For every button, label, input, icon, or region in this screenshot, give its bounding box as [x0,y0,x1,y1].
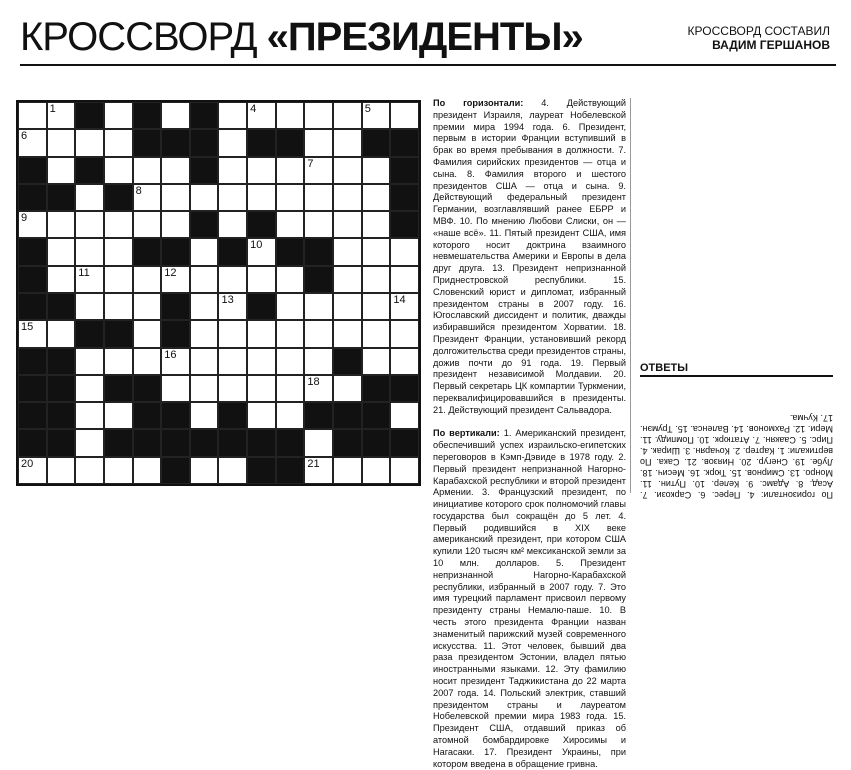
answer-cell[interactable] [276,157,305,184]
answer-cell[interactable] [218,348,247,375]
answer-cell[interactable] [390,293,419,320]
across-heading: По горизонтали: [433,98,524,108]
black-cell [247,457,276,484]
answer-cell[interactable] [276,211,305,238]
answer-cell[interactable] [18,129,47,156]
black-cell [133,375,162,402]
answer-cell[interactable] [276,102,305,129]
answer-cell[interactable] [47,129,76,156]
answer-cell[interactable] [75,457,104,484]
answer-cell[interactable] [47,238,76,265]
clue-number: 6 [21,130,28,143]
answer-cell[interactable] [362,184,391,211]
black-cell [104,184,133,211]
answer-cell[interactable] [362,348,391,375]
answer-cell[interactable] [75,429,104,456]
black-cell [390,184,419,211]
answer-cell[interactable] [333,266,362,293]
crossword-title [20,14,583,60]
answer-cell[interactable] [190,402,219,429]
answer-cell[interactable] [304,320,333,347]
answer-cell[interactable] [133,293,162,320]
answer-cell[interactable] [247,320,276,347]
black-cell [390,157,419,184]
black-cell [18,157,47,184]
answer-cell[interactable] [133,320,162,347]
answer-cell[interactable] [362,238,391,265]
black-cell [133,129,162,156]
answer-cell[interactable] [75,184,104,211]
answer-cell[interactable] [304,429,333,456]
black-cell [161,238,190,265]
answer-cell[interactable] [190,457,219,484]
clue-number: 15 [21,321,34,334]
answer-cell[interactable] [18,457,47,484]
answer-cell[interactable] [104,293,133,320]
black-cell [276,129,305,156]
answer-cell[interactable] [276,402,305,429]
answer-cell[interactable] [47,266,76,293]
black-cell [104,320,133,347]
author-block [688,24,830,52]
answer-cell[interactable] [18,211,47,238]
answer-cell[interactable] [362,102,391,129]
answer-cell[interactable] [247,375,276,402]
black-cell [133,429,162,456]
answer-cell[interactable] [218,157,247,184]
answer-cell[interactable] [75,266,104,293]
answer-cell[interactable] [247,348,276,375]
black-cell [47,293,76,320]
answer-cell[interactable] [190,266,219,293]
answer-cell[interactable] [304,102,333,129]
answer-cell[interactable] [247,402,276,429]
answer-cell[interactable] [362,266,391,293]
clue-number: 12 [164,266,177,279]
answer-cell[interactable] [390,320,419,347]
across-clues: 4. Действующий президент Израиля, лауреат Нобелевской премии мира 1994 года. 6. Президент, первым в истории Франции вступивший в брак во время пребывания в должности. 7. Фамилия сирийских президентов — отца и сына. 8. Фамилия второго и шестого президентов США — отца и сына. 9. Действующий федеральный президент Германии, возглавлявший ранее ЕБРР и МВФ. 10. По мнению Любови Слиски, он — «наше всё». 11. Пятый президент США, имя которого носит доктрина взаимного невмешательства Америки и Европы в дела друг друга. 13. Президент непризнанной Приднестровской республики. 15. Словенский юрист и дипломат, избранный президентом страны в 2007 году. 16. Югославский диссидент и политик, дважды избиравшийся президентом Хорватии. 18. Президент Франции, установивший рекорд долгожительства среди президентов страны, дожив почти до 91 года. 19. Первый президент независимой Молдавии. 20. Первый секретарь ЦК компартии Туркмении, переквалифицировавшийся в президенты. 21. Действующий президент Сальвадора. [433,98,627,415]
answer-cell[interactable] [133,266,162,293]
black-cell [333,348,362,375]
answer-cell[interactable] [133,457,162,484]
answer-cell[interactable] [161,211,190,238]
answer-cell[interactable] [276,320,305,347]
black-cell [18,266,47,293]
black-cell [390,129,419,156]
answer-cell[interactable] [304,211,333,238]
answer-cell[interactable] [218,129,247,156]
answer-cell[interactable] [304,157,333,184]
black-cell [247,211,276,238]
answer-cell[interactable] [304,293,333,320]
black-cell [362,375,391,402]
author-name: ВАДИМ ГЕРШАНОВ [712,38,830,52]
answer-cell[interactable] [362,293,391,320]
answer-cell[interactable] [133,211,162,238]
black-cell [18,348,47,375]
answer-cell[interactable] [304,375,333,402]
answer-cell[interactable] [75,211,104,238]
answer-cell[interactable] [190,375,219,402]
clue-number: 14 [393,294,406,306]
clue-number: 10 [250,239,263,252]
answer-cell[interactable] [75,293,104,320]
clue-number: 16 [164,348,177,361]
answer-cell[interactable] [47,102,76,129]
answer-cell[interactable] [133,157,162,184]
black-cell [18,402,47,429]
clue-number: 4 [250,103,257,115]
answer-cell[interactable] [276,375,305,402]
black-cell [218,429,247,456]
black-cell [161,402,190,429]
black-cell [190,129,219,156]
answer-cell[interactable] [47,211,76,238]
clue-number: 7 [307,157,314,170]
black-cell [47,348,76,375]
answer-cell[interactable] [161,157,190,184]
black-cell [362,429,391,456]
black-cell [18,375,47,402]
crossword-grid [16,100,421,486]
black-cell [18,184,47,211]
title-bold: «ПРЕЗИДЕНТЫ» [266,15,583,59]
black-cell [18,238,47,265]
answer-cell[interactable] [218,293,247,320]
answer-cell[interactable] [161,102,190,129]
answer-cell[interactable] [247,102,276,129]
answer-cell[interactable] [333,375,362,402]
answer-cell[interactable] [390,348,419,375]
black-cell [190,211,219,238]
answer-cell[interactable] [104,238,133,265]
answer-cell[interactable] [362,457,391,484]
clues-column-1 [433,98,626,770]
black-cell [247,429,276,456]
black-cell [390,375,419,402]
answer-cell[interactable] [218,184,247,211]
clue-number: 5 [364,103,371,115]
black-cell [390,211,419,238]
answers-title: ОТВЕТЫ [640,362,833,377]
down-heading: По вертикали: [433,428,500,439]
answer-cell[interactable] [47,457,76,484]
black-cell [18,293,47,320]
black-cell [47,429,76,456]
answer-cell[interactable] [247,266,276,293]
black-cell [218,238,247,265]
black-cell [276,429,305,456]
answer-cell[interactable] [390,457,419,484]
black-cell [161,429,190,456]
black-cell [362,402,391,429]
answer-cell[interactable] [304,457,333,484]
answer-cell[interactable] [333,211,362,238]
clue-number: 18 [307,375,320,388]
black-cell [190,157,219,184]
black-cell [333,429,362,456]
answer-cell[interactable] [75,402,104,429]
answer-cell[interactable] [333,293,362,320]
answer-cell[interactable] [161,266,190,293]
black-cell [304,402,333,429]
answer-cell[interactable] [333,102,362,129]
answer-cell[interactable] [362,320,391,347]
answers-upside-down: По горизонтали: 4. Перес. 6. Саркози. 7. Асад. 8. Адамс. 9. Келер. 10. Путин. 11. Монро. 13. Смирнов. 15. Тюрк. 16. Месич. 18. Лубе. 19. Снегур. 20. Ниязов. 21. Сака. По вертикали: 1. Картер. 2. Кочарян. 3. Ширак. 4. Пирс. 5. Саакян. 7. Ататюрк. 10. Помпиду. 11. Мери. 12. Рахмонов. 14. Валенса. 15. Трумэн. 17. Кучма. [640,413,833,500]
answer-cell[interactable] [362,211,391,238]
black-cell [104,375,133,402]
answer-cell[interactable] [333,157,362,184]
answer-cell[interactable] [18,320,47,347]
answer-cell[interactable] [75,238,104,265]
black-cell [133,402,162,429]
clue-number: 20 [21,457,34,470]
answer-cell[interactable] [161,348,190,375]
black-cell [47,402,76,429]
answer-cell[interactable] [247,238,276,265]
answer-cell[interactable] [104,348,133,375]
answer-cell[interactable] [104,129,133,156]
clue-number: 8 [135,184,142,197]
answer-cell[interactable] [276,266,305,293]
answer-cell[interactable] [276,348,305,375]
answer-cell[interactable] [333,457,362,484]
answer-cell[interactable] [390,102,419,129]
answer-cell[interactable] [190,184,219,211]
black-cell [276,238,305,265]
answer-cell[interactable] [104,402,133,429]
answer-cell[interactable] [133,184,162,211]
answer-cell[interactable] [276,184,305,211]
answer-cell[interactable] [218,457,247,484]
answer-cell[interactable] [304,129,333,156]
column-divider [630,98,631,493]
black-cell [133,102,162,129]
down-clues: 1. Американский президент, обеспечивший успех израильско-египетских переговоров в Кэмп-Дэвиде в 1978 году. 2. Первый президент непризнанной Нагорно-Карабахской республики и второй президент Армении. 3. Французский президент, по инициативе которого срок полномочий главы государства был сокращён до 5 лет. 4. Первый родившийся в XIX веке американский президент, при котором США купили 120 тысяч км² мексиканской земли за 10 млн. долларов. 5. Президент непризнанной Нагорно-Карабахской республики, избранный в 2007 году. 7. Это имя турецкий парламент присвоил первому президенту страны Немалю-паше. 10. В честь этого президента Франции назван знаменитый парижский музей современного искусства. 11. Этот человек, бывший два раза президентом Эстонии, владел пятью иностранными языками. 12. Эту фамилию носит президент Таджикистана до 22 марта 2007 года. 14. Польский электрик, ставший президентом страны и лауреатом Нобелевской премии мира 1983 года. 15. Президент США, отдавший приказ об атомной бомбардировке Хиросимы и Нагасаки. 17. Президент Украины, при котором введена в обращение гривна. [433,428,627,769]
black-cell [276,457,305,484]
black-cell [18,429,47,456]
black-cell [190,429,219,456]
answer-cell[interactable] [333,238,362,265]
answer-cell[interactable] [190,320,219,347]
answer-cell[interactable] [47,320,76,347]
black-cell [247,293,276,320]
black-cell [304,266,333,293]
answer-cell[interactable] [218,211,247,238]
black-cell [161,320,190,347]
black-cell [47,184,76,211]
black-cell [390,429,419,456]
clue-number: 21 [307,457,320,470]
answer-cell[interactable] [18,102,47,129]
answer-cell[interactable] [75,348,104,375]
answer-cell[interactable] [190,348,219,375]
clue-number: 1 [49,103,56,115]
answer-cell[interactable] [333,129,362,156]
answer-cell[interactable] [218,375,247,402]
answer-cell[interactable] [333,320,362,347]
title-plain: КРОССВОРД [20,15,267,59]
answer-cell[interactable] [304,348,333,375]
black-cell [161,129,190,156]
answer-cell[interactable] [104,211,133,238]
answer-cell[interactable] [161,184,190,211]
answer-cell[interactable] [390,266,419,293]
answer-cell[interactable] [104,266,133,293]
clue-number: 13 [221,294,234,306]
black-cell [333,402,362,429]
clue-number: 9 [21,212,28,225]
answer-cell[interactable] [47,157,76,184]
answer-cell[interactable] [104,157,133,184]
black-cell [190,102,219,129]
answer-cell[interactable] [75,129,104,156]
answer-cell[interactable] [104,457,133,484]
black-cell [75,157,104,184]
black-cell [75,320,104,347]
black-cell [304,238,333,265]
answer-cell[interactable] [276,293,305,320]
black-cell [247,129,276,156]
answer-cell[interactable] [390,402,419,429]
answer-cell[interactable] [218,266,247,293]
answer-cell[interactable] [75,375,104,402]
answer-cell[interactable] [304,184,333,211]
answer-cell[interactable] [247,184,276,211]
black-cell [47,375,76,402]
answer-cell[interactable] [362,157,391,184]
answer-cell[interactable] [190,238,219,265]
black-cell [161,293,190,320]
answer-cell[interactable] [104,102,133,129]
answer-cell[interactable] [390,238,419,265]
black-cell [362,129,391,156]
black-cell [161,457,190,484]
black-cell [218,402,247,429]
answer-cell[interactable] [190,293,219,320]
answer-cell[interactable] [333,184,362,211]
answer-cell[interactable] [247,157,276,184]
answer-cell[interactable] [161,375,190,402]
black-cell [75,102,104,129]
answer-cell[interactable] [218,102,247,129]
answer-cell[interactable] [133,348,162,375]
answer-cell[interactable] [218,320,247,347]
page-header [20,8,836,66]
black-cell [104,429,133,456]
author-label: КРОССВОРД СОСТАВИЛ [687,24,830,38]
clue-number: 11 [78,266,90,279]
black-cell [133,238,162,265]
